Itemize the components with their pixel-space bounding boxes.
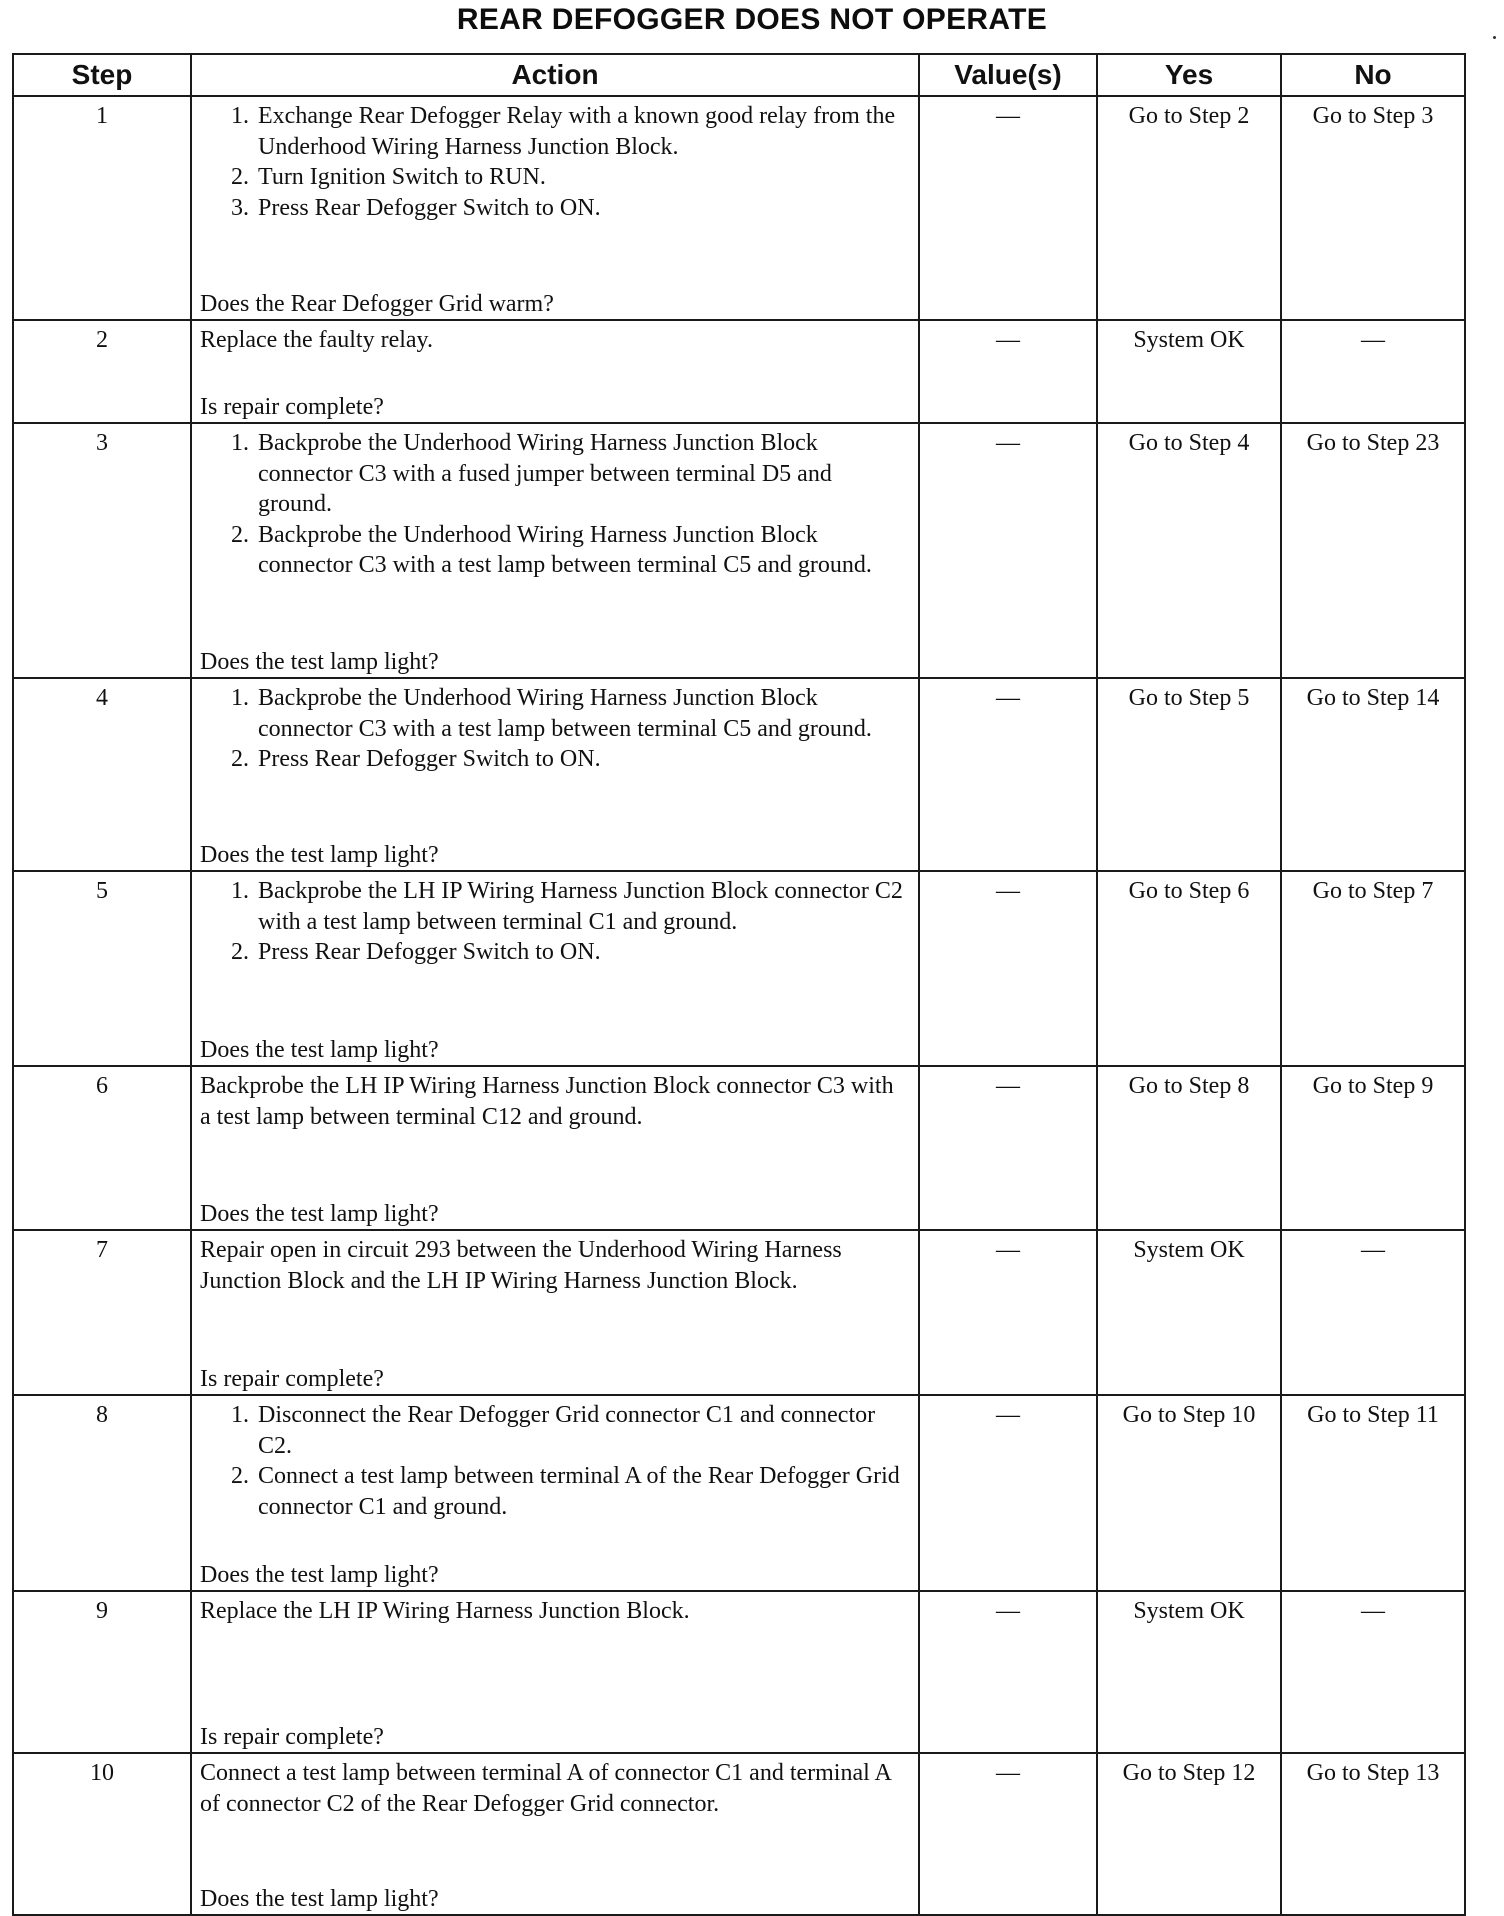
value-cell: — xyxy=(919,320,1097,423)
table-row xyxy=(13,1753,1465,1915)
yes-cell: Go to Step 6 xyxy=(1097,871,1281,1066)
action-item: 3. Press Rear Defogger Switch to ON. xyxy=(255,193,910,224)
value-cell: — xyxy=(919,423,1097,678)
action-question: Does the test lamp light? xyxy=(200,1036,439,1063)
no-cell: Go to Step 9 xyxy=(1281,1066,1465,1230)
action-item: 1. Backprobe the Underhood Wiring Harness Junction Block connector C3 with a fused jumper between terminal D5 and ground. xyxy=(255,428,910,520)
value-cell: — xyxy=(919,96,1097,320)
table-row xyxy=(13,871,1465,1066)
step-number: 3 xyxy=(13,423,191,678)
step-number: 2 xyxy=(13,320,191,423)
table-row xyxy=(13,1591,1465,1753)
step-number: 1 xyxy=(13,96,191,320)
yes-cell: Go to Step 12 xyxy=(1097,1753,1281,1915)
value-cell: — xyxy=(919,1066,1097,1230)
action-text: Connect a test lamp between terminal A of connector C1 and terminal A of connector C2 of the Rear Defogger Grid connector. xyxy=(200,1760,891,1817)
action-item: 2. Press Rear Defogger Switch to ON. xyxy=(255,937,910,968)
action-text: Replace the LH IP Wiring Harness Junction Block. xyxy=(200,1598,690,1624)
yes-cell: Go to Step 10 xyxy=(1097,1395,1281,1591)
action-list xyxy=(200,683,910,775)
action-list xyxy=(200,1400,910,1522)
header-values: Value(s) xyxy=(919,54,1097,96)
diagnostic-table xyxy=(12,53,1466,1916)
no-cell: — xyxy=(1281,320,1465,423)
action-item: 2. Backprobe the Underhood Wiring Harness Junction Block connector C3 with a test lamp between terminal C5 and ground. xyxy=(255,520,910,581)
step-number: 5 xyxy=(13,871,191,1066)
no-cell: Go to Step 3 xyxy=(1281,96,1465,320)
action-text: Backprobe the LH IP Wiring Harness Junction Block connector C3 with a test lamp between terminal C12 and ground. xyxy=(200,1073,894,1130)
step-number: 6 xyxy=(13,1066,191,1230)
action-question: Is repair complete? xyxy=(200,1723,384,1750)
action-text: Replace the faulty relay. xyxy=(200,327,433,353)
scan-speck xyxy=(1493,36,1496,39)
action-cell xyxy=(191,423,919,678)
action-item: 1. Backprobe the LH IP Wiring Harness Junction Block connector C2 with a test lamp between terminal C1 and ground. xyxy=(255,876,910,937)
table-row xyxy=(13,423,1465,678)
step-number: 8 xyxy=(13,1395,191,1591)
value-cell: — xyxy=(919,1591,1097,1753)
yes-cell: System OK xyxy=(1097,1230,1281,1395)
action-question: Does the test lamp light? xyxy=(200,1885,439,1912)
step-number: 9 xyxy=(13,1591,191,1753)
table-row xyxy=(13,678,1465,871)
action-item: 1. Disconnect the Rear Defogger Grid connector C1 and connector C2. xyxy=(255,1400,910,1461)
action-item: 1. Exchange Rear Defogger Relay with a known good relay from the Underhood Wiring Harness Junction Block. xyxy=(255,101,910,162)
table-row xyxy=(13,96,1465,320)
action-question: Is repair complete? xyxy=(200,1365,384,1392)
action-text: Repair open in circuit 293 between the Underhood Wiring Harness Junction Block and the LH IP Wiring Harness Junction Block. xyxy=(200,1237,842,1294)
page-title: REAR DEFOGGER DOES NOT OPERATE xyxy=(456,3,1048,36)
action-cell xyxy=(191,871,919,1066)
action-cell xyxy=(191,1395,919,1591)
header-no: No xyxy=(1281,54,1465,96)
action-list xyxy=(200,876,910,968)
table-row xyxy=(13,1066,1465,1230)
action-cell xyxy=(191,678,919,871)
action-cell xyxy=(191,320,919,423)
step-number: 4 xyxy=(13,678,191,871)
yes-cell: System OK xyxy=(1097,1591,1281,1753)
action-cell xyxy=(191,1753,919,1915)
action-question: Is repair complete? xyxy=(200,393,384,420)
no-cell: Go to Step 13 xyxy=(1281,1753,1465,1915)
action-item: 2. Press Rear Defogger Switch to ON. xyxy=(255,744,910,775)
no-cell: Go to Step 23 xyxy=(1281,423,1465,678)
value-cell: — xyxy=(919,678,1097,871)
action-item: 1. Backprobe the Underhood Wiring Harness Junction Block connector C3 with a test lamp between terminal C5 and ground. xyxy=(255,683,910,744)
no-cell: — xyxy=(1281,1230,1465,1395)
action-question: Does the test lamp light? xyxy=(200,1561,439,1588)
value-cell: — xyxy=(919,871,1097,1066)
step-number: 10 xyxy=(13,1753,191,1915)
yes-cell: System OK xyxy=(1097,320,1281,423)
table-row xyxy=(13,1230,1465,1395)
header-row xyxy=(13,54,1465,96)
action-question: Does the Rear Defogger Grid warm? xyxy=(200,290,554,317)
action-list xyxy=(200,101,910,223)
no-cell: Go to Step 7 xyxy=(1281,871,1465,1066)
action-cell xyxy=(191,96,919,320)
action-cell xyxy=(191,1066,919,1230)
header-step: Step xyxy=(13,54,191,96)
yes-cell: Go to Step 4 xyxy=(1097,423,1281,678)
no-cell: — xyxy=(1281,1591,1465,1753)
yes-cell: Go to Step 2 xyxy=(1097,96,1281,320)
action-question: Does the test lamp light? xyxy=(200,1200,439,1227)
table-row xyxy=(13,1395,1465,1591)
table-row xyxy=(13,320,1465,423)
header-action: Action xyxy=(191,54,919,96)
value-cell: — xyxy=(919,1230,1097,1395)
yes-cell: Go to Step 8 xyxy=(1097,1066,1281,1230)
action-cell xyxy=(191,1230,919,1395)
action-question: Does the test lamp light? xyxy=(200,648,439,675)
value-cell: — xyxy=(919,1395,1097,1591)
action-question: Does the test lamp light? xyxy=(200,841,439,868)
action-list xyxy=(200,428,910,581)
action-item: 2. Turn Ignition Switch to RUN. xyxy=(255,162,910,193)
action-item: 2. Connect a test lamp between terminal A of the Rear Defogger Grid connector C1 and ground. xyxy=(255,1461,910,1522)
yes-cell: Go to Step 5 xyxy=(1097,678,1281,871)
value-cell: — xyxy=(919,1753,1097,1915)
no-cell: Go to Step 11 xyxy=(1281,1395,1465,1591)
action-cell xyxy=(191,1591,919,1753)
no-cell: Go to Step 14 xyxy=(1281,678,1465,871)
step-number: 7 xyxy=(13,1230,191,1395)
header-yes: Yes xyxy=(1097,54,1281,96)
